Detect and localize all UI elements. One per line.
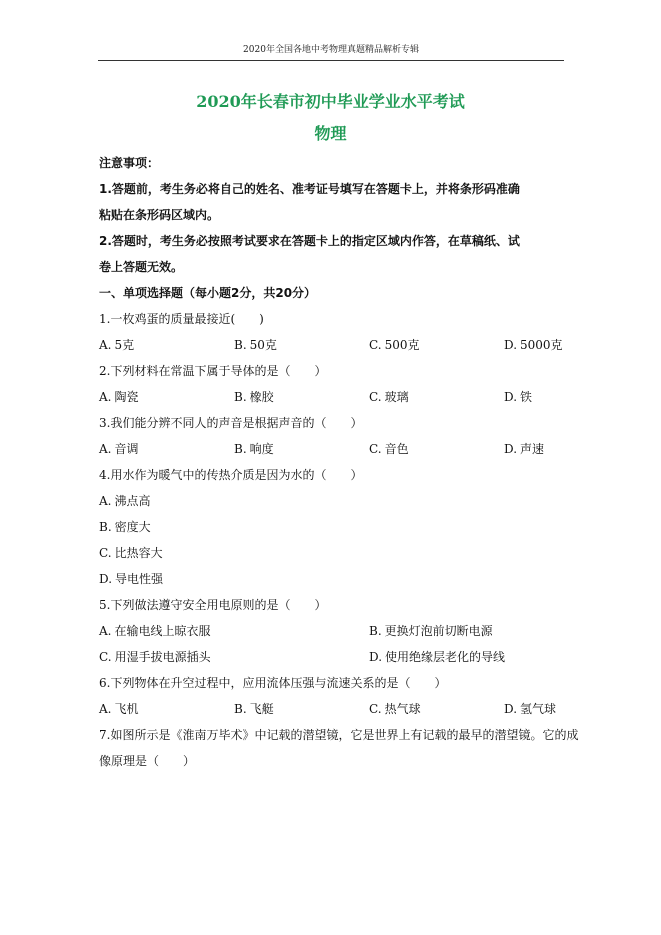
option-letter: C. <box>99 650 112 664</box>
question-3-option-d <box>504 436 544 462</box>
option-text: 5000克 <box>520 338 563 352</box>
option-letter: C. <box>99 546 112 560</box>
question-1-option-a <box>99 332 134 358</box>
option-letter: D. <box>99 572 113 586</box>
option-letter: A. <box>99 442 112 456</box>
option-text: 使用绝缘层老化的导线 <box>385 650 506 664</box>
option-text: 密度大 <box>114 520 151 534</box>
option-text: 声速 <box>520 442 545 456</box>
question-2-option-c <box>369 384 409 410</box>
option-text: 陶瓷 <box>114 390 139 404</box>
exam-subject: 物理 <box>314 124 347 143</box>
option-text: 音色 <box>384 442 409 456</box>
question-2-option-a <box>99 384 139 410</box>
question-5-option-c <box>99 644 211 670</box>
question-3-option-a <box>99 436 139 462</box>
option-text: 用湿手拔电源插头 <box>114 650 211 664</box>
question-6-option-b <box>234 696 274 722</box>
question-5-option-d <box>369 644 505 670</box>
question-2-stem: 2.下列材料在常温下属于导体的是（ ） <box>99 364 327 378</box>
section-heading: 一、单项选择题（每小题2分，共20分） <box>99 286 317 300</box>
question-6-stem: 6.下列物体在升空过程中，应用流体压强与流速关系的是（ ） <box>99 676 447 690</box>
option-text: 50克 <box>249 338 277 352</box>
option-letter: D. <box>504 338 518 352</box>
question-4-option-c <box>99 540 569 566</box>
option-text: 在输电线上晾衣服 <box>114 624 211 638</box>
option-letter: D. <box>504 442 518 456</box>
question-1-option-d <box>504 332 563 358</box>
question-7-stem-line-2: 像原理是（ ） <box>99 754 196 768</box>
option-letter: B. <box>234 442 247 456</box>
option-letter: B. <box>234 702 247 716</box>
option-text: 500克 <box>384 338 420 352</box>
question-2-option-d <box>504 384 532 410</box>
option-text: 玻璃 <box>384 390 409 404</box>
question-5-options-row-1 <box>99 618 569 644</box>
question-3-option-c <box>369 436 409 462</box>
option-text: 氢气球 <box>520 702 557 716</box>
header-rule <box>98 60 564 61</box>
option-letter: A. <box>99 702 112 716</box>
question-1-options <box>99 332 569 358</box>
option-text: 沸点高 <box>114 494 151 508</box>
question-1-stem: 1.一枚鸡蛋的质量最接近( ) <box>99 312 264 326</box>
question-5-stem: 5.下列做法遵守安全用电原则的是（ ） <box>99 598 327 612</box>
question-5-option-b <box>369 618 493 644</box>
question-6-option-d <box>504 696 556 722</box>
notice-item-1-line-1: 1.答题前，考生务必将自己的姓名、准考证号填写在答题卡上，并将条形码准确 <box>99 182 520 196</box>
option-text: 橡胶 <box>249 390 274 404</box>
question-3-stem: 3.我们能分辨不同人的声音是根据声音的（ ） <box>99 416 363 430</box>
notice-heading: 注意事项： <box>99 156 160 170</box>
option-text: 飞艇 <box>249 702 274 716</box>
option-row <box>99 514 151 540</box>
option-row <box>99 488 151 514</box>
notice-item-1-line-2: 粘贴在条形码区域内。 <box>99 208 220 222</box>
option-row <box>99 566 163 592</box>
option-letter: D. <box>504 702 518 716</box>
question-5-options-row-2 <box>99 644 569 670</box>
notice-item-2-line-2: 卷上答题无效。 <box>99 260 184 274</box>
option-letter: C. <box>369 702 382 716</box>
option-text: 5克 <box>114 338 135 352</box>
question-6-options <box>99 696 569 722</box>
option-letter: B. <box>369 624 382 638</box>
question-5-option-a <box>99 618 211 644</box>
option-text: 热气球 <box>384 702 421 716</box>
question-1-option-b <box>234 332 277 358</box>
question-4-option-d <box>99 566 569 592</box>
exam-title: 2020年长春市初中毕业学业水平考试 <box>196 92 465 111</box>
question-4-stem: 4.用水作为暖气中的传热介质是因为水的（ ） <box>99 468 363 482</box>
option-letter: A. <box>99 338 112 352</box>
option-letter: A. <box>99 390 112 404</box>
question-2-option-b <box>234 384 274 410</box>
option-letter: B. <box>99 520 112 534</box>
exam-content <box>99 150 579 774</box>
question-1-option-c <box>369 332 419 358</box>
running-header: 2020年全国各地中考物理真题精品解析专辑 <box>243 45 419 55</box>
question-7-stem-line-1: 7.如图所示是《淮南万毕术》中记载的潜望镜，它是世界上有记载的最早的潜望镜。它的成 <box>99 728 579 742</box>
option-letter: B. <box>234 338 247 352</box>
option-text: 比热容大 <box>114 546 163 560</box>
option-letter: C. <box>369 390 382 404</box>
option-letter: B. <box>234 390 247 404</box>
question-4-option-b <box>99 514 569 540</box>
option-letter: D. <box>369 650 383 664</box>
option-letter: A. <box>99 494 112 508</box>
option-text: 音调 <box>114 442 139 456</box>
question-4-option-a <box>99 488 569 514</box>
option-text: 飞机 <box>114 702 139 716</box>
option-text: 响度 <box>249 442 274 456</box>
question-2-options <box>99 384 569 410</box>
option-letter: C. <box>369 442 382 456</box>
option-text: 更换灯泡前切断电源 <box>384 624 493 638</box>
option-text: 铁 <box>520 390 533 404</box>
option-letter: D. <box>504 390 518 404</box>
notice-item-2-line-1: 2.答题时，考生务必按照考试要求在答题卡上的指定区域内作答，在草稿纸、试 <box>99 234 520 248</box>
option-row <box>99 540 163 566</box>
option-letter: A. <box>99 624 112 638</box>
question-6-option-a <box>99 696 139 722</box>
option-letter: C. <box>369 338 382 352</box>
question-3-options <box>99 436 569 462</box>
option-text: 导电性强 <box>115 572 164 586</box>
question-3-option-b <box>234 436 274 462</box>
question-6-option-c <box>369 696 421 722</box>
